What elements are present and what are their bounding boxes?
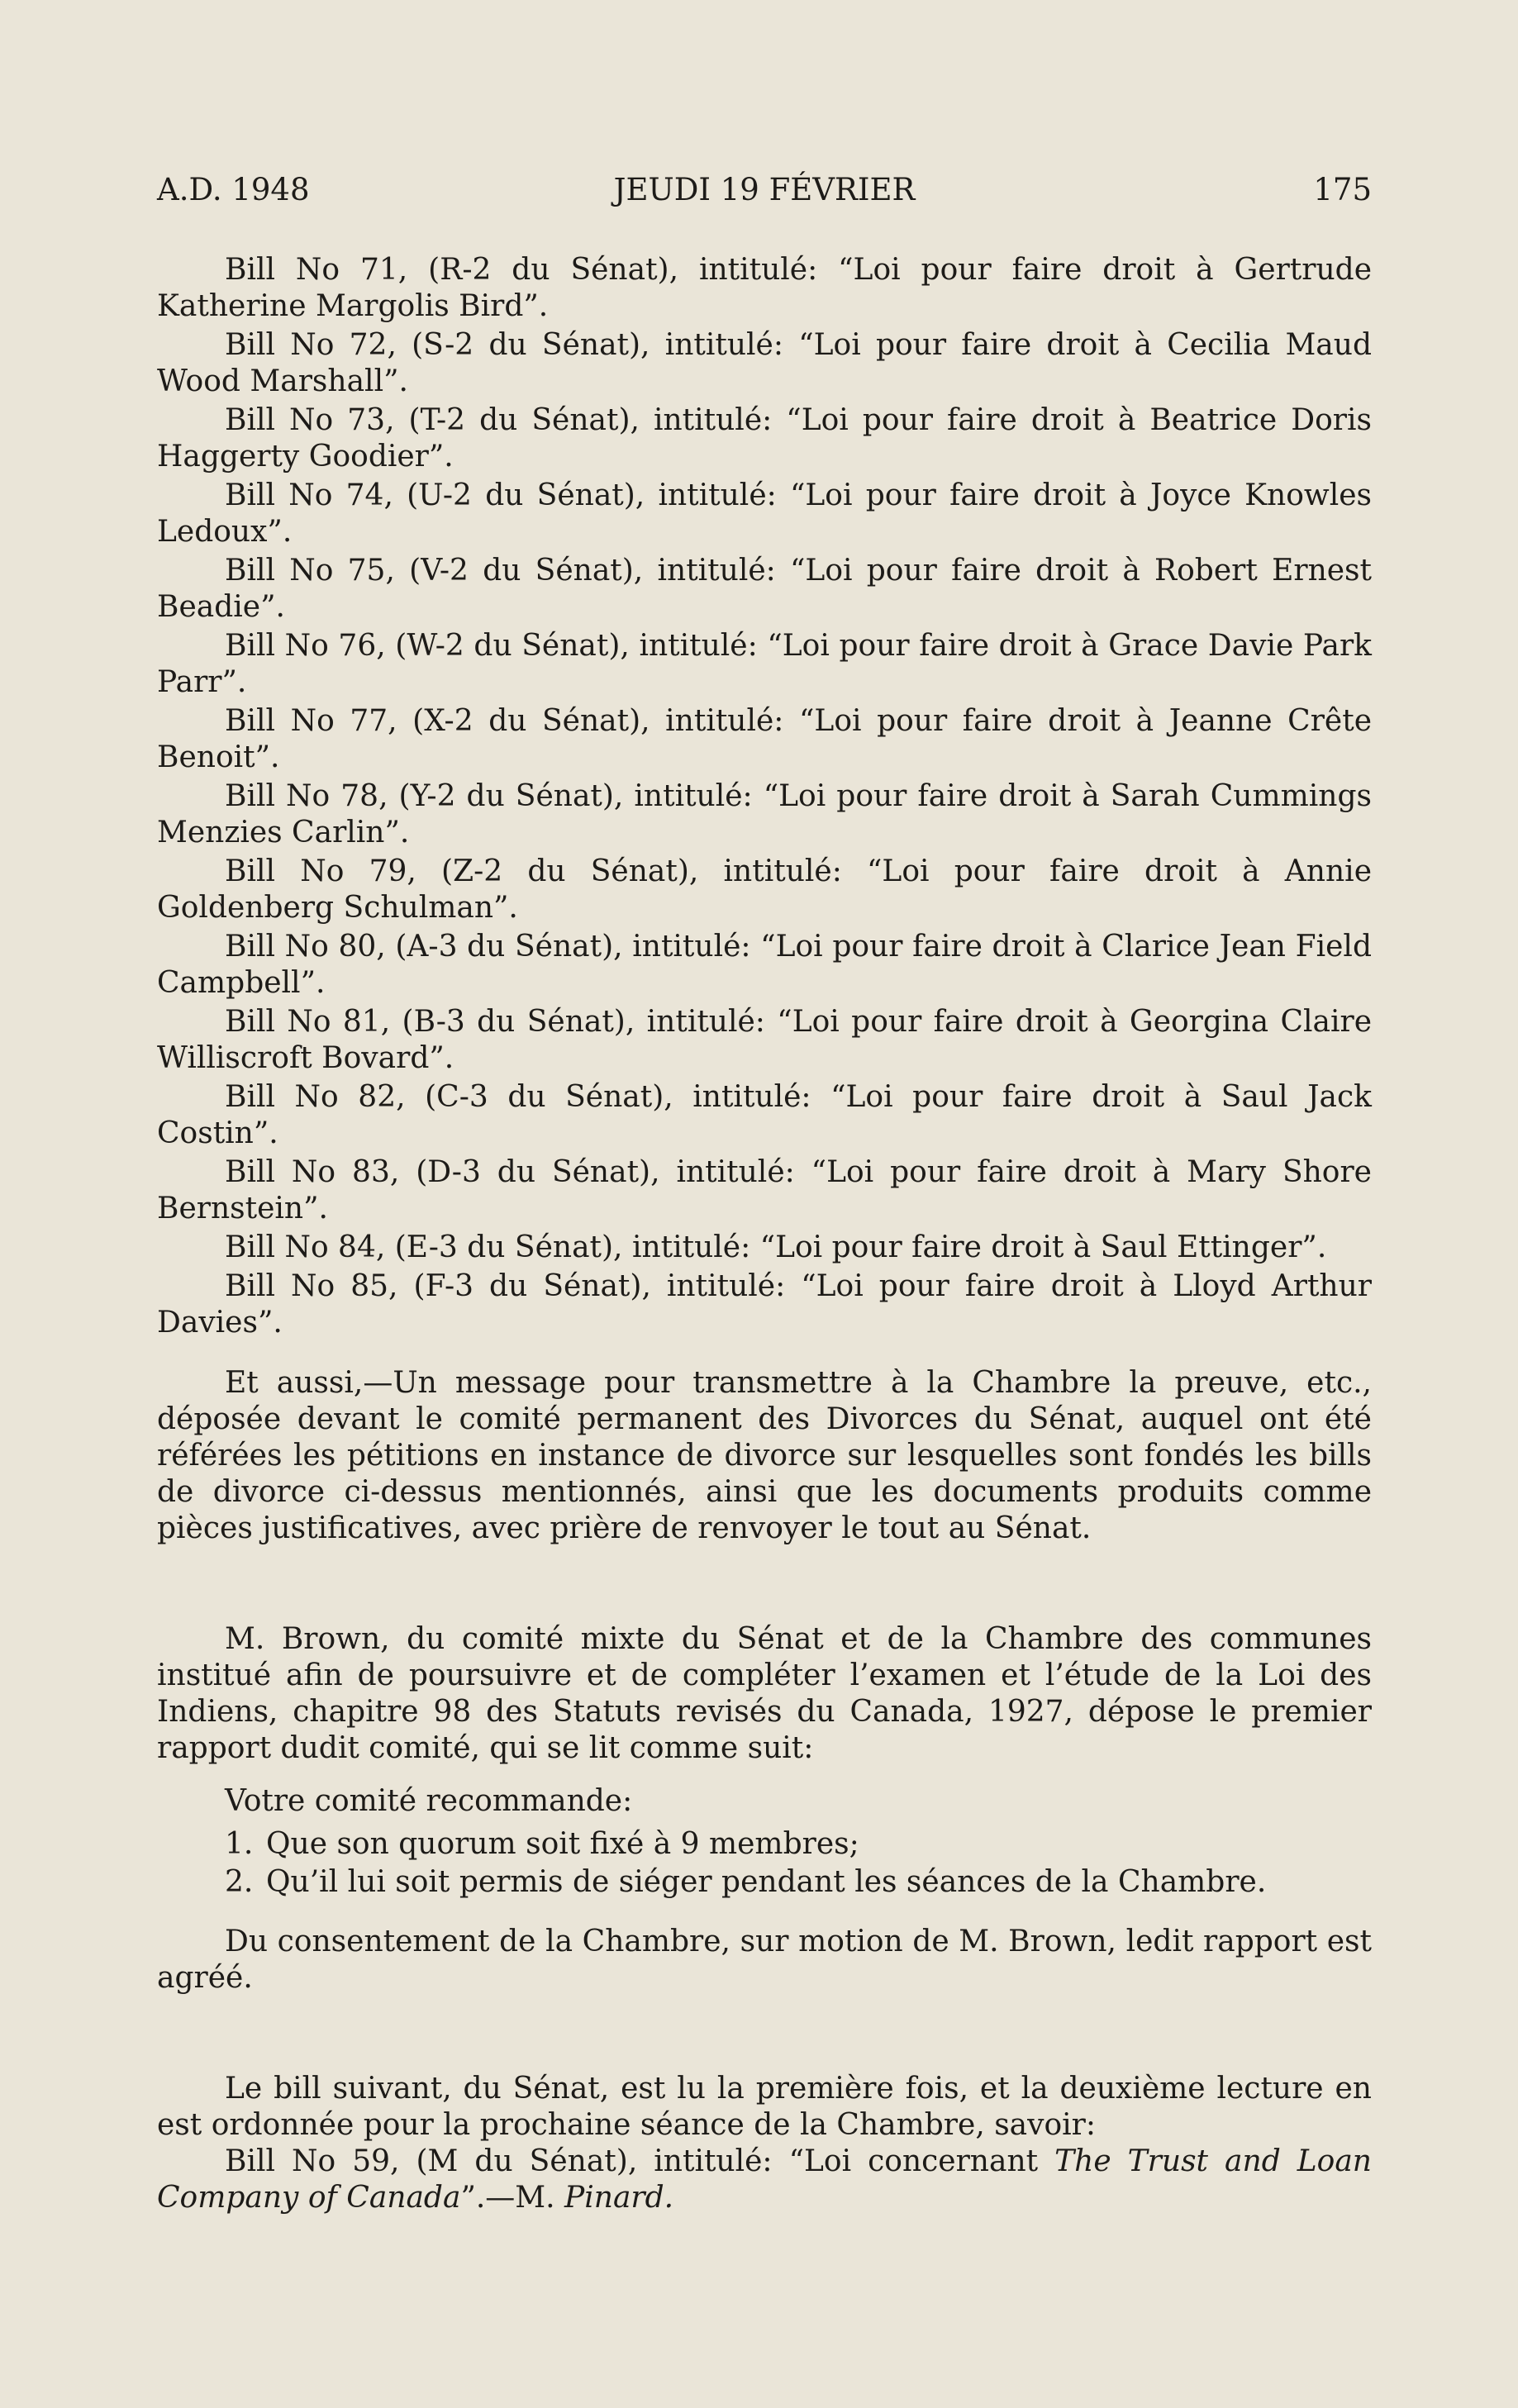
page-number: 175: [1313, 172, 1372, 207]
bill-entry: Bill No 77, (X-2 du Sénat), intitulé: “Loi pour faire droit à Jeanne Crête Benoit”.: [157, 704, 1372, 774]
final-bill-mover: Pinard.: [564, 2181, 674, 2215]
bill-entry: Bill No 81, (B-3 du Sénat), intitulé: “Loi pour faire droit à Georgina Claire Williscroft Bovard”.: [157, 1005, 1372, 1075]
bill-entry: Bill No 80, (A-3 du Sénat), intitulé: “Loi pour faire droit à Clarice Jean Field Campbell”.: [157, 930, 1372, 1000]
recommendation-intro: Votre comité recommande:: [225, 1784, 633, 1818]
first-reading-paragraph: Le bill suivant, du Sénat, est lu la première fois, et la deuxième lecture en est ordonnée pour la prochaine séance de la Chambre, savoir:: [157, 2072, 1372, 2142]
bill-entry: Bill No 74, (U-2 du Sénat), intitulé: “Loi pour faire droit à Joyce Knowles Ledoux”.: [157, 478, 1372, 549]
bill-list: [157, 252, 1372, 1341]
bill-entry: Bill No 79, (Z-2 du Sénat), intitulé: “Loi pour faire droit à Annie Goldenberg Schulman”.: [157, 854, 1372, 925]
final-bill-entry: [157, 2144, 1372, 2216]
final-bill-prefix: Bill No 59, (M du Sénat), intitulé: “Loi concernant: [225, 2144, 1055, 2178]
recommendation-number: 1.: [225, 1827, 254, 1861]
bill-entry: Bill No 75, (V-2 du Sénat), intitulé: “Loi pour faire droit à Robert Ernest Beadie”.: [157, 554, 1372, 624]
bill-entry: Bill No 73, (T-2 du Sénat), intitulé: “Loi pour faire droit à Beatrice Doris Haggerty Goodier”.: [157, 403, 1372, 474]
committee-report-paragraph: M. Brown, du comité mixte du Sénat et de la Chambre des communes institué afin de poursuivre et de compléter l’examen et l’étude de la Loi des Indiens, chapitre 98 des Statuts revisés du Canada, 1927, dépose le premier rapport dudit comité, qui se lit comme suit:: [157, 1622, 1372, 1765]
header-date: JEUDI 19 FÉVRIER: [613, 172, 916, 207]
recommendation-item: [225, 1826, 1372, 1863]
recommendation-item: [225, 1864, 1372, 1901]
final-bill-suffix: ”.—M.: [460, 2181, 565, 2215]
header-year: A.D. 1948: [157, 172, 310, 207]
recommendation-text: Qu’il lui soit permis de siéger pendant les séances de la Chambre.: [266, 1865, 1267, 1899]
bill-entry: Bill No 84, (E-3 du Sénat), intitulé: “Loi pour faire droit à Saul Ettinger”.: [225, 1230, 1327, 1264]
bill-entry: Bill No 83, (D-3 du Sénat), intitulé: “Loi pour faire droit à Mary Shore Bernstein”.: [157, 1155, 1372, 1225]
bill-entry: Bill No 82, (C-3 du Sénat), intitulé: “Loi pour faire droit à Saul Jack Costin”.: [157, 1080, 1372, 1150]
message-paragraph: Et aussi,—Un message pour transmettre à la Chambre la preuve, etc., déposée devant le comité permanent des Divorces du Sénat, auquel ont été référées les pétitions en instance de divorce sur lesquelles sont fondés les bills de divorce ci-dessus mentionnés, ainsi que les documents produits comme pièces justificatives, avec prière de renvoyer le tout au Sénat.: [157, 1366, 1372, 1545]
bill-entry: Bill No 71, (R-2 du Sénat), intitulé: “Loi pour faire droit à Gertrude Katherine Margolis Bird”.: [157, 253, 1372, 323]
page-header: [157, 172, 1372, 218]
bill-entry: Bill No 72, (S-2 du Sénat), intitulé: “Loi pour faire droit à Cecilia Maud Wood Marshall”.: [157, 328, 1372, 398]
recommendation-text: Que son quorum soit fixé à 9 membres;: [266, 1827, 859, 1861]
recommendation-number: 2.: [225, 1865, 254, 1899]
final-bill-title: The Trust and Loan Company of Canada: [157, 2144, 1372, 2215]
page-body: [157, 252, 1372, 2216]
bill-entry: Bill No 85, (F-3 du Sénat), intitulé: “Loi pour faire droit à Lloyd Arthur Davies”.: [157, 1269, 1372, 1340]
consent-paragraph: Du consentement de la Chambre, sur motion de M. Brown, ledit rapport est agréé.: [157, 1925, 1372, 1995]
bill-entry: Bill No 76, (W-2 du Sénat), intitulé: “Loi pour faire droit à Grace Davie Park Parr”.: [157, 629, 1372, 699]
bill-entry: Bill No 78, (Y-2 du Sénat), intitulé: “Loi pour faire droit à Sarah Cummings Menzies Carlin”.: [157, 779, 1372, 849]
